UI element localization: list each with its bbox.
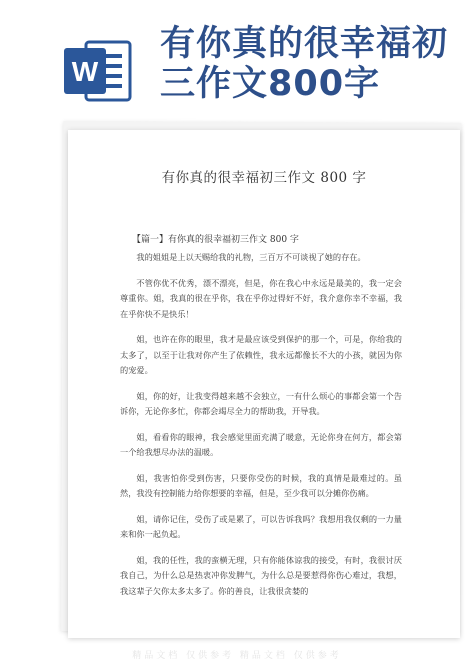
paragraph: 姐，看看你的眼神，我会感觉里面充满了暖意，无论你身在何方，都会第一个给我想尽办法的温暖。 (120, 431, 402, 457)
paragraph: 姐，我的任性，我的蛮横无理，只有你能体谅我的接受，有时，我很讨厌我自己，为什么总是热衷冲你发脾气，为什么总是要惹得你伤心难过，我想，我这辈子欠你太多太多了。你的善良，让我很贪婪的 (120, 554, 402, 596)
watermark: 精品文档 仅供参考 精品文档 仅供参考 (132, 651, 342, 661)
word-document-icon (60, 34, 134, 108)
document-page (68, 130, 460, 638)
document-body (120, 250, 402, 609)
page-title (160, 24, 466, 104)
title-line-1: 有你真的很幸福初 (160, 24, 449, 64)
paragraph: 姐，我害怕你受到伤害，只要你受伤的时候，我的真情是最难过的。虽然，我没有控制能力给你想要的幸福，但是，至少我可以分摊你伤痛。 (120, 472, 402, 498)
paragraph: 不管你优不优秀，漂不漂亮，但是，你在我心中永远是最美的，我一定会尊重你。姐，我真的很在乎你，我在乎你过得好不好，我介意你幸不幸福，我在乎你快不是快乐！ (120, 277, 402, 319)
document-title: 有你真的很幸福初三作文 800 字 (161, 170, 367, 186)
paragraph: 姐，请你记住，受伤了或是累了，可以告诉我吗？我想用我仅剩的一力量来和你一起负起。 (120, 513, 402, 539)
title-line-2: 三作文800字 (160, 64, 381, 104)
section-heading: 【篇一】有你真的很幸福初三作文 800 字 (132, 235, 299, 245)
paragraph: 姐，也许在你的眼里，我才是最应该受到保护的那一个，可是，你给我的太多了，以至于让我对你产生了依赖性，我永远都像长不大的小孩，就因为你的宠爱。 (120, 334, 402, 375)
svg-text:W: W (71, 56, 99, 87)
paragraph: 姐，你的好，让我变得越来越不会独立，一有什么烦心的事都会第一个告诉你，无论你多忙，你都会竭尽全力的帮助我，开导我。 (120, 390, 402, 416)
paragraph: 我的姐姐是上以天赐给我的礼物，三百万不可谈视了她的存在。 (136, 252, 366, 262)
header-banner (0, 0, 474, 128)
